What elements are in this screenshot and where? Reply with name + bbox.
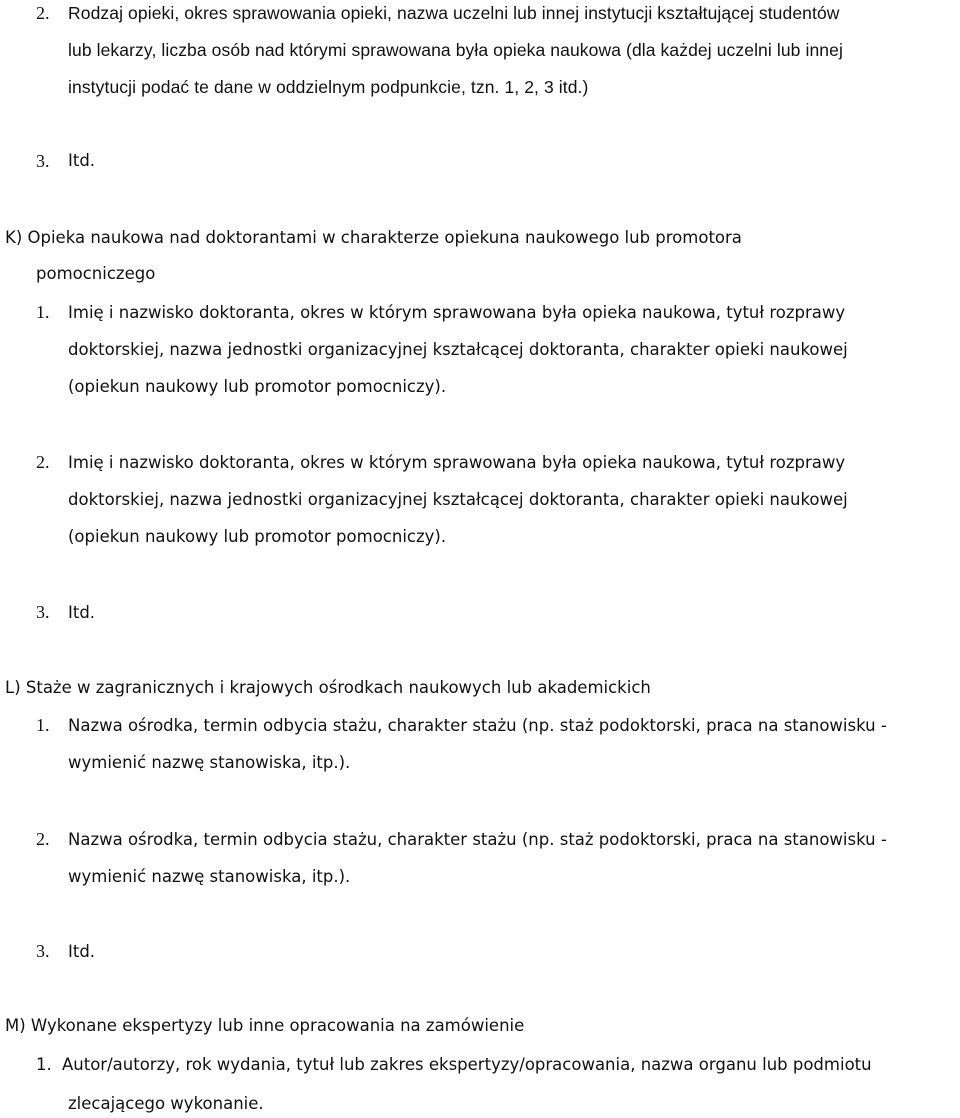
list-item-text-line: wymienić nazwę stanowiska, itp.). [68, 867, 351, 886]
list-number: 2. [36, 829, 50, 849]
section-heading-line: pomocniczego [36, 264, 156, 283]
list-item-text-line: doktorskiej, nazwa jednostki organizacyjnej kształcącej doktoranta, charakter opieki naukowej [68, 340, 848, 359]
list-number: 2. [36, 3, 50, 23]
list-number: 1. [36, 302, 50, 322]
list-item-text-line: Rodzaj opieki, okres sprawowania opieki, nazwa uczelni lub innej instytucji kształtującej studentów [68, 3, 840, 23]
list-number: 1. [36, 1055, 52, 1074]
list-item-text-line: (opiekun naukowy lub promotor pomocniczy). [68, 527, 447, 546]
list-item-text-line: Imię i nazwisko doktoranta, okres w którym sprawowana była opieka naukowa, tytuł rozprawy [68, 453, 846, 472]
list-number: 1. [36, 715, 50, 735]
section-m-heading: M) Wykonane ekspertyzy lub inne opracowania na zamówienie [5, 1016, 525, 1035]
list-number: 3. [36, 941, 50, 961]
list-item-text-line: instytucji podać te dane w oddzielnym podpunkcie, tzn. 1, 2, 3 itd.) [68, 77, 589, 97]
list-item-text-line: (opiekun naukowy lub promotor pomocniczy). [68, 377, 447, 396]
list-item-text-line: Autor/autorzy, rok wydania, tytuł lub zakres ekspertyzy/opracowania, nazwa organu lub podmiotu [62, 1055, 872, 1074]
list-item-text-line: doktorskiej, nazwa jednostki organizacyjnej kształcącej doktoranta, charakter opieki naukowej [68, 490, 848, 509]
list-number: 3. [36, 602, 50, 622]
list-item-text-line: zlecającego wykonanie. [68, 1094, 264, 1113]
list-item-text-line: Nazwa ośrodka, termin odbycia stażu, charakter stażu (np. staż podoktorski, praca na stanowisku - [68, 830, 887, 849]
list-item-text-line: Nazwa ośrodka, termin odbycia stażu, charakter stażu (np. staż podoktorski, praca na stanowisku - [68, 716, 887, 735]
list-item-text-line: Imię i nazwisko doktoranta, okres w którym sprawowana była opieka naukowa, tytuł rozprawy [68, 303, 846, 322]
section-heading-line: K) Opieka naukowa nad doktorantami w charakterze opiekuna naukowego lub promotora [5, 228, 742, 247]
section-l-heading: L) Staże w zagranicznych i krajowych ośrodkach naukowych lub akademickich [5, 678, 651, 697]
list-number: 2. [36, 452, 50, 472]
list-item-text: Itd. [68, 942, 96, 961]
list-item-text: Itd. [68, 151, 96, 170]
list-number: 3. [36, 151, 50, 171]
list-item-text: Itd. [68, 603, 96, 622]
list-item-text-line: lub lekarzy, liczba osób nad którymi sprawowana była opieka naukowa (dla każdej uczelni lub innej [68, 40, 843, 60]
list-item-text-line: wymienić nazwę stanowiska, itp.). [68, 753, 351, 772]
